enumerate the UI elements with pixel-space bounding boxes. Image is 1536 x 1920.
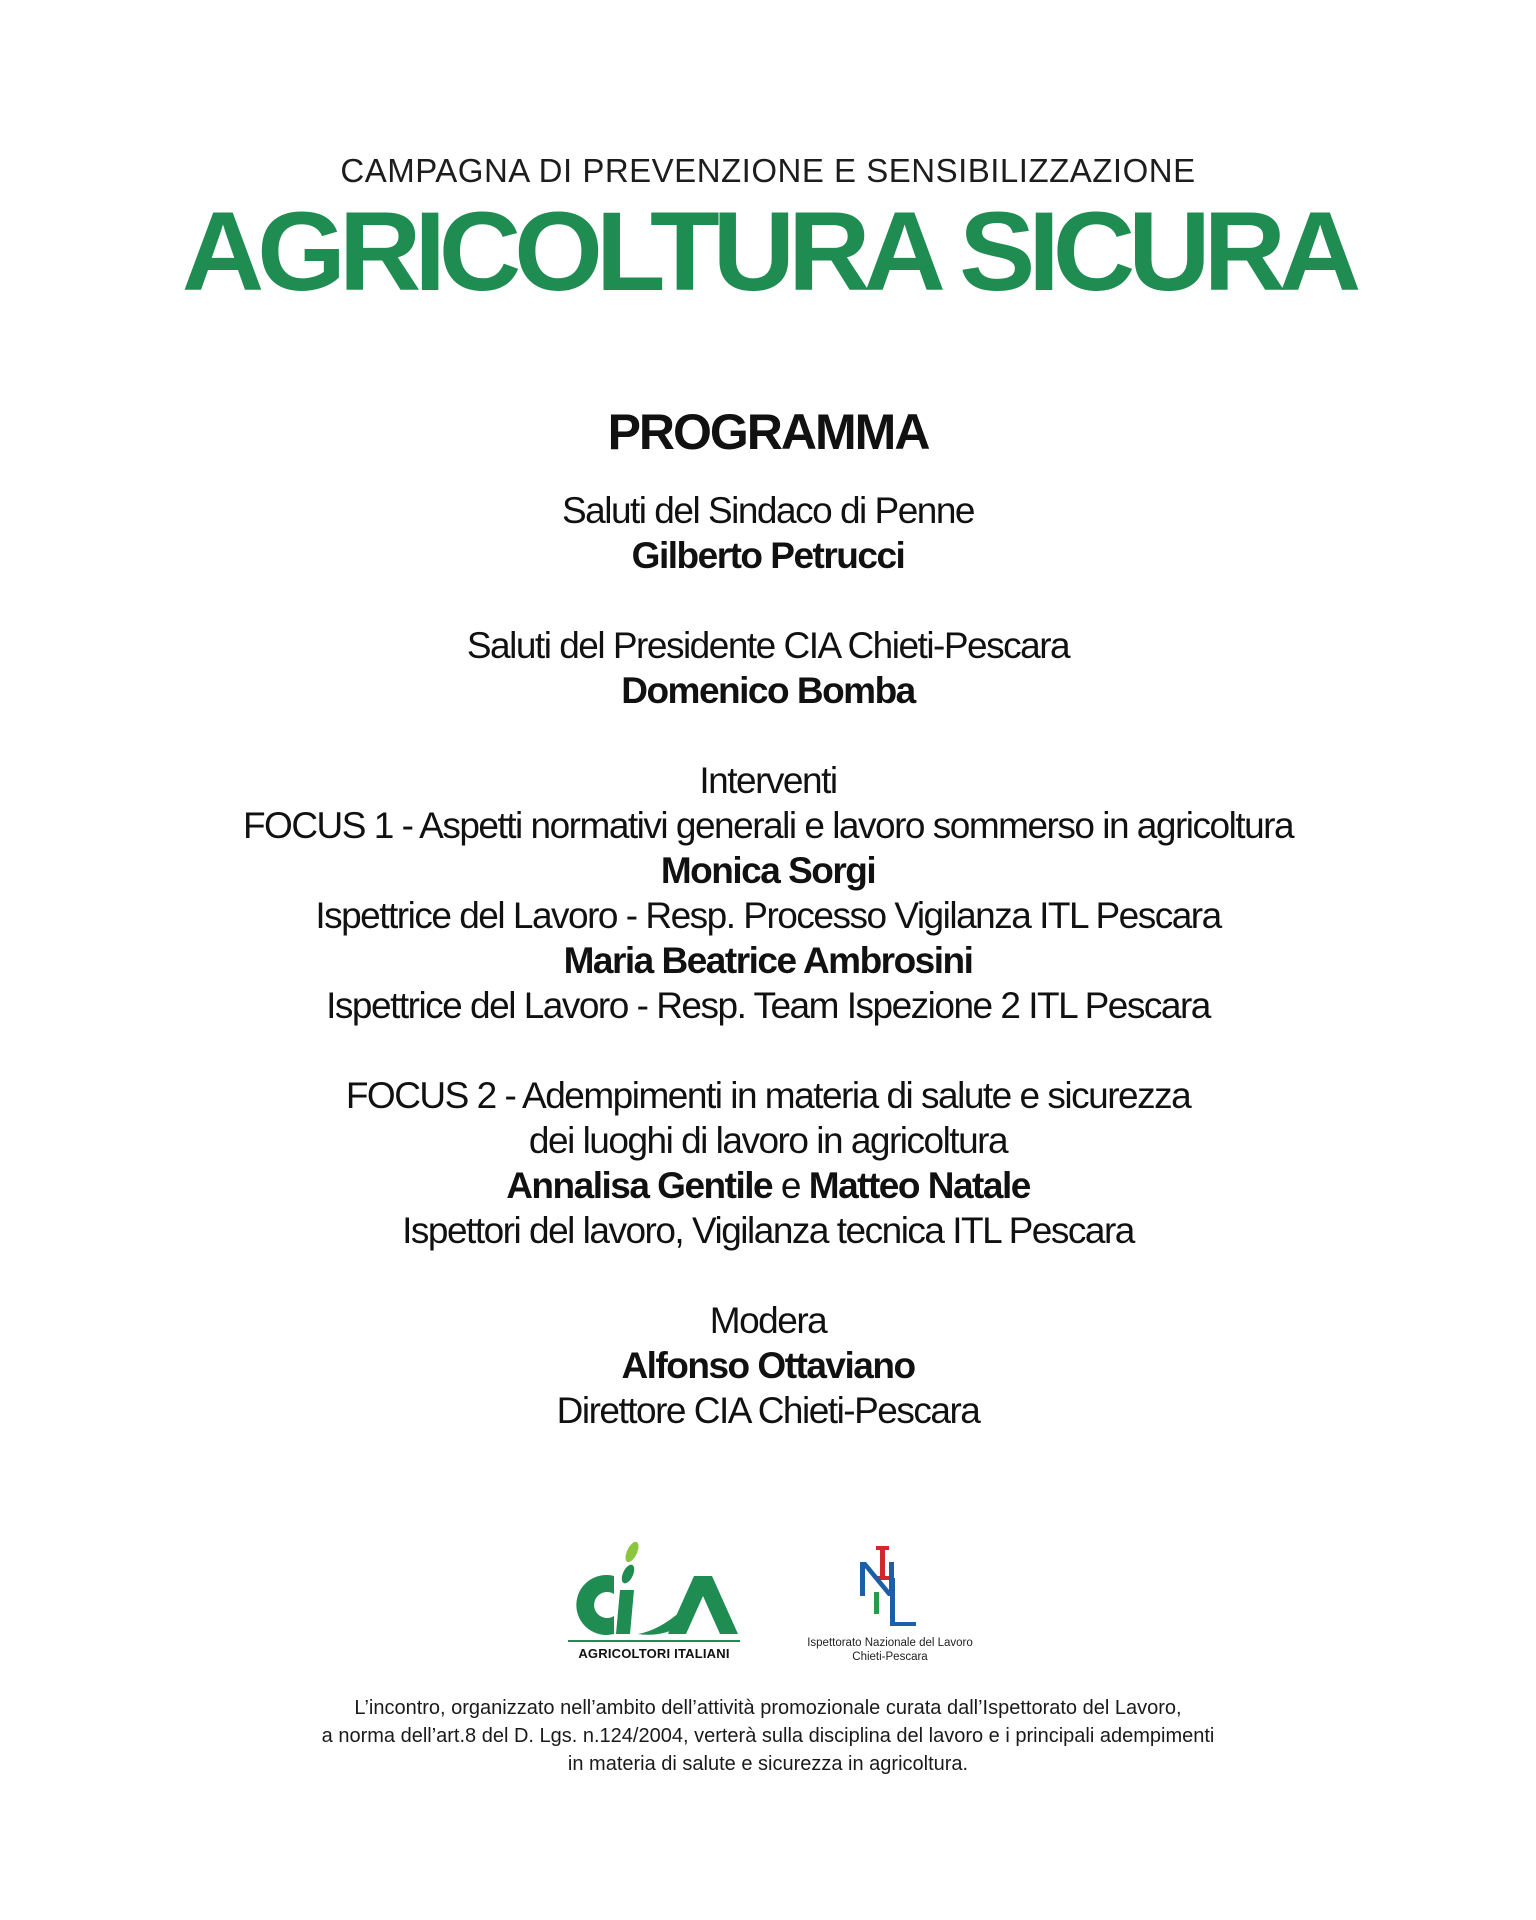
focus2-role: Ispettori del lavoro, Vigilanza tecnica ITL Pescara <box>402 1210 1134 1251</box>
speaker-name: Monica Sorgi <box>660 850 876 891</box>
focus2-title-line2: dei luoghi di lavoro in agricoltura <box>528 1120 1008 1161</box>
footnote-line1: L’incontro, organizzato nell’ambito dell’attività promozionale curata dall’Ispettorato del Lavoro, <box>354 1697 1182 1719</box>
footnote-line3: in materia di salute e sicurezza in agricoltura. <box>567 1753 969 1775</box>
moderator-name: Alfonso Ottaviano <box>621 1345 915 1386</box>
moderator-role: Direttore CIA Chieti-Pescara <box>556 1390 980 1431</box>
speaker-name: Maria Beatrice Ambrosini <box>563 940 973 981</box>
partner-logos <box>0 1540 1536 1670</box>
interventions-label: Interventi <box>699 760 837 801</box>
focus1-title: FOCUS 1 - Aspetti normativi generali e lavoro sommerso in agricoltura <box>242 805 1294 846</box>
cia-mark-icon <box>568 1540 740 1640</box>
inl-mark-icon <box>790 1542 990 1632</box>
mayor-name: Gilberto Petrucci <box>631 535 905 576</box>
speaker-conjunction: e <box>780 1165 800 1206</box>
campaign-kicker: CAMPAGNA DI PREVENZIONE E SENSIBILIZZAZIONE <box>340 152 1196 189</box>
cia-caption: AGRICOLTORI ITALIANI <box>568 1640 740 1661</box>
inl-caption-line2: Chieti-Pescara <box>852 1651 928 1663</box>
inl-caption-line1: Ispettorato Nazionale del Lavoro <box>807 1637 973 1649</box>
speaker-name: Annalisa Gentile <box>506 1165 773 1206</box>
president-name: Domenico Bomba <box>621 670 915 711</box>
speaker-name: Matteo Natale <box>808 1165 1030 1206</box>
speaker-role: Ispettrice del Lavoro - Resp. Team Ispezione 2 ITL Pescara <box>326 985 1210 1026</box>
footnote <box>0 1694 1536 1778</box>
cia-logo <box>568 1540 740 1670</box>
focus2-speakers <box>0 1163 1536 1208</box>
inl-caption <box>790 1636 990 1664</box>
inl-logo <box>790 1542 990 1672</box>
focus2-title-line1: FOCUS 2 - Adempimenti in materia di salute e sicurezza <box>345 1075 1191 1116</box>
moderator-label: Modera <box>709 1300 827 1341</box>
footnote-line2: a norma dell’art.8 del D. Lgs. n.124/2004, verterà sulla disciplina del lavoro e i principali adempimenti <box>321 1725 1215 1747</box>
campaign-title: AGRICOLTURA SICURA <box>181 189 1355 314</box>
mayor-role: Saluti del Sindaco di Penne <box>561 490 975 531</box>
program-section <box>0 402 1536 1433</box>
president-role: Saluti del Presidente CIA Chieti-Pescara <box>466 625 1070 666</box>
speaker-role: Ispettrice del Lavoro - Resp. Processo Vigilanza ITL Pescara <box>315 895 1221 936</box>
program-heading: PROGRAMMA <box>607 404 929 460</box>
